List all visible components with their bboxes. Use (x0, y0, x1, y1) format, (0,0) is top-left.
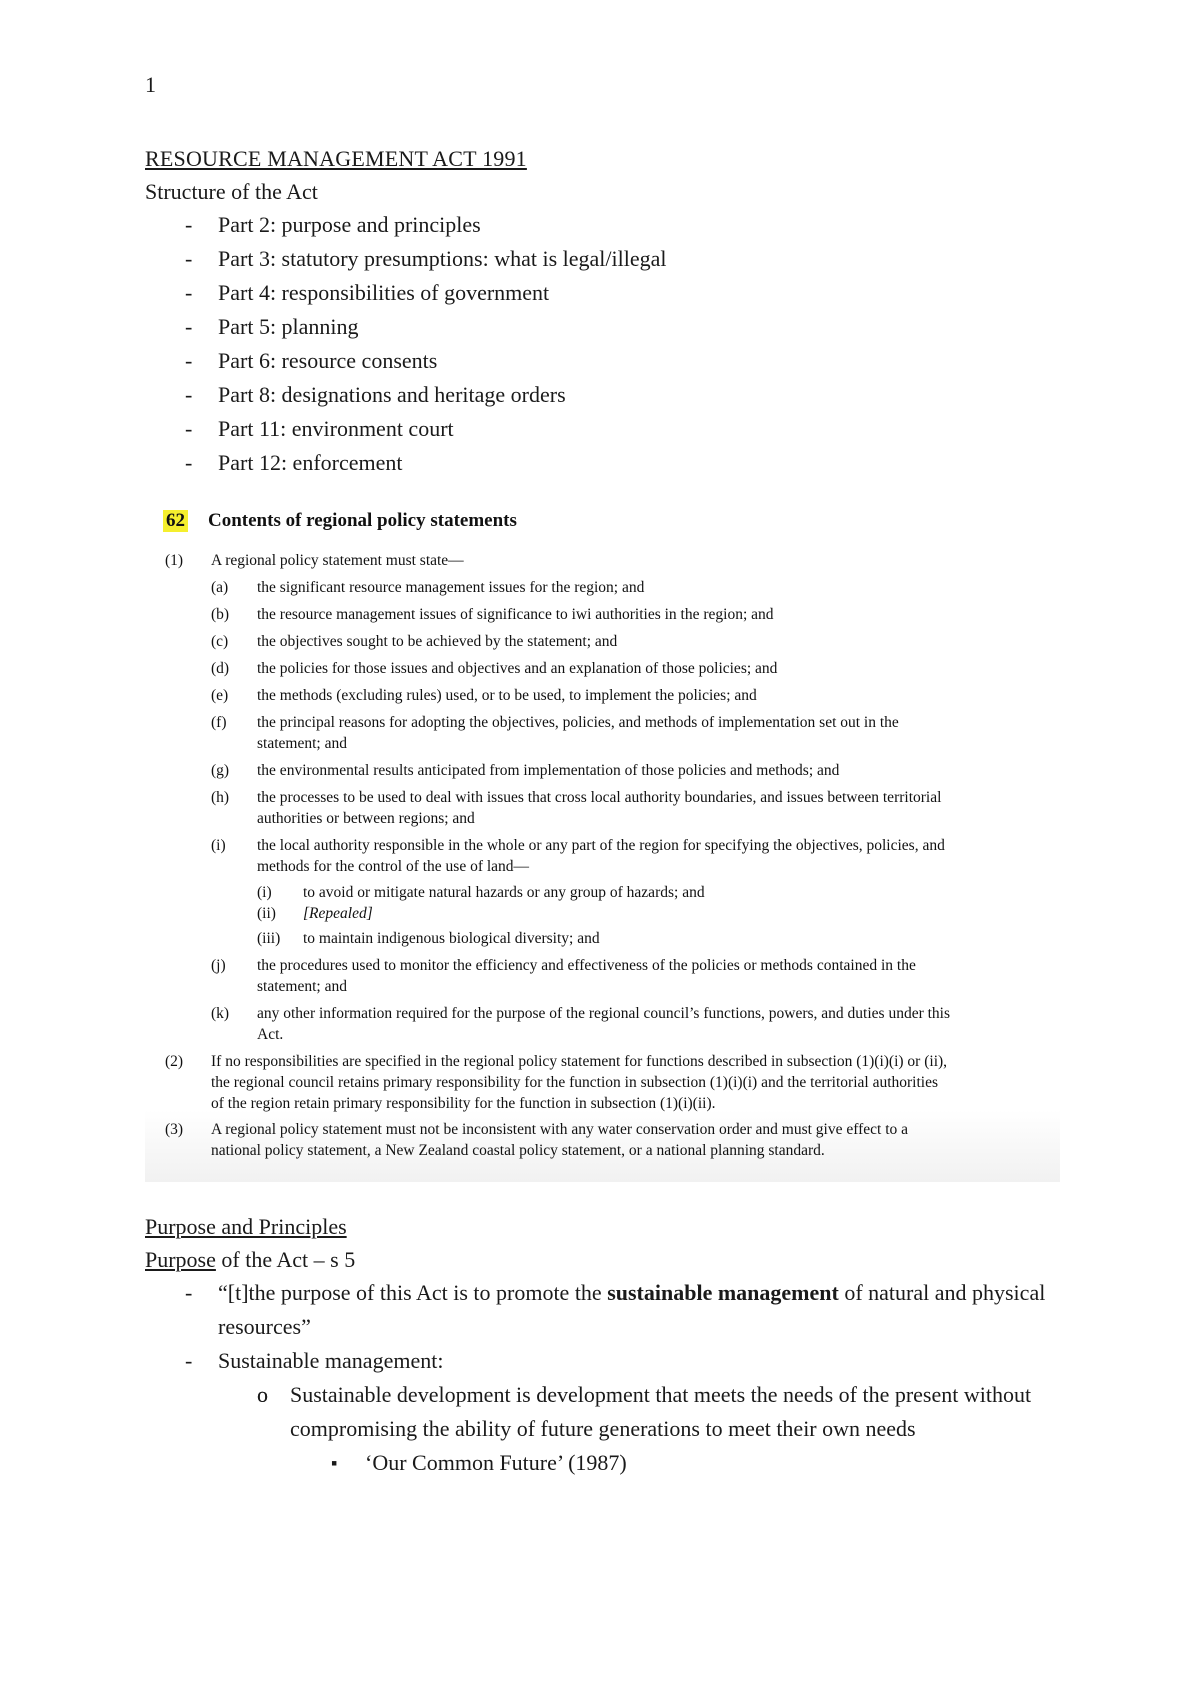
para-label: (d) (211, 660, 230, 677)
subsection-3-line: national policy statement, a New Zealand coastal policy statement, or a national planning standard. (211, 1142, 825, 1159)
citation-list (145, 1446, 1075, 1480)
subsection-2-line: of the region retain primary responsibility for the function in subsection (1)(i)(ii). (211, 1095, 716, 1112)
section-title: Contents of regional policy statements (208, 510, 517, 531)
para-text: the procedures used to monitor the efficiency and effectiveness of the policies or methods contained in the (257, 957, 916, 974)
legislation-excerpt (145, 510, 1060, 1180)
para-text-cont: authorities or between regions; and (257, 810, 475, 827)
subpara-label: (i) (257, 884, 272, 901)
para-text: the resource management issues of significance to iwi authorities in the region; and (257, 606, 774, 623)
quote-text-end: of natural and physical resources” (218, 1280, 1046, 1339)
purpose-list (145, 1276, 1075, 1378)
para-label: (k) (211, 1005, 230, 1022)
para-text: the policies for those issues and objectives and an explanation of those policies; and (257, 660, 778, 677)
structure-list (145, 208, 1075, 480)
sub-list (145, 1378, 1075, 1446)
para-label: (b) (211, 606, 230, 623)
subsection-2-label: (2) (165, 1053, 184, 1070)
para-label: (g) (211, 762, 230, 779)
para-text: the significant resource management issues for the region; and (257, 579, 645, 596)
para-text: the objectives sought to be achieved by the statement; and (257, 633, 618, 650)
subpara-text: to maintain indigenous biological diversity; and (303, 930, 600, 947)
document-heading: RESOURCE MANAGEMENT ACT 1991 (145, 146, 527, 171)
para-text-cont: Act. (257, 1026, 284, 1043)
subsection-3-line: A regional policy statement must not be inconsistent with any water conservation order and must give effect to a (211, 1121, 909, 1138)
subpara-label: (iii) (257, 930, 281, 947)
subpara-text: [Repealed] (303, 905, 373, 922)
para-text: the methods (excluding rules) used, or to be used, to implement the policies; and (257, 687, 757, 704)
citation-item: ▪ ‘Our Common Future’ (1987) (145, 1446, 1075, 1480)
subsection-2-line: If no responsibilities are specified in the regional policy statement for functions described in subsection (1)(i)(i) or (ii), (211, 1053, 948, 1070)
sub-list-item: o Sustainable development is development that meets the needs of the present without compromising the ability of future generations to meet their own needs (145, 1378, 1075, 1446)
list-item: - Part 6: resource consents (145, 344, 1075, 378)
list-item: - Part 4: responsibilities of government (145, 276, 1075, 310)
para-text-cont: methods for the control of the use of land— (257, 858, 530, 875)
list-item: - Part 12: enforcement (145, 446, 1075, 480)
list-item: - Part 11: environment court (145, 412, 1075, 446)
section-number-highlight: 62 (163, 510, 188, 532)
para-label: (h) (211, 789, 230, 806)
structure-label: Structure of the Act (145, 179, 318, 204)
list-item: - Sustainable management: (145, 1344, 1075, 1378)
purpose-word: Purpose (145, 1247, 216, 1272)
para-text: the principal reasons for adopting the objectives, policies, and methods of implementation set out in the (257, 714, 899, 731)
section-heading (163, 510, 517, 532)
subpara-label: (ii) (257, 905, 276, 922)
para-text: the local authority responsible in the whole or any part of the region for specifying the objectives, policies, and (257, 837, 945, 854)
purpose-section (145, 1210, 1075, 1480)
para-label: (f) (211, 714, 227, 731)
para-text: the processes to be used to deal with issues that cross local authority boundaries, and issues between territorial (257, 789, 942, 806)
subsection-1-text: A regional policy statement must state— (211, 552, 464, 569)
list-item: - Part 2: purpose and principles (145, 208, 1075, 242)
page-number: 1 (145, 72, 156, 97)
para-label: (i) (211, 837, 226, 854)
para-text-cont: statement; and (257, 735, 347, 752)
para-text-cont: statement; and (257, 978, 347, 995)
subsection-3-label: (3) (165, 1121, 184, 1138)
purpose-subheading-rest: of the Act – s 5 (215, 1247, 356, 1272)
list-item: - Part 5: planning (145, 310, 1075, 344)
quote-text: “[t]the purpose of this Act is to promote the (218, 1280, 608, 1305)
para-label: (j) (211, 957, 226, 974)
structure-section (145, 143, 1075, 480)
purpose-heading: Purpose and Principles (145, 1214, 347, 1239)
para-text: the environmental results anticipated from implementation of those policies and methods; and (257, 762, 840, 779)
purpose-subheading (145, 1243, 1075, 1276)
para-text: any other information required for the purpose of the regional council’s functions, powers, and duties under this (257, 1005, 951, 1022)
para-label: (a) (211, 579, 229, 596)
quote-bold-term: sustainable management (607, 1280, 839, 1305)
para-label: (c) (211, 633, 229, 650)
subsection-1-label: (1) (165, 552, 184, 569)
para-label: (e) (211, 687, 229, 704)
subpara-text: to avoid or mitigate natural hazards or any group of hazards; and (303, 884, 705, 901)
subsection-2-line: the regional council retains primary responsibility for the function in subsection (1)(i)(i) and the territorial authorities (211, 1074, 938, 1091)
list-item (145, 1276, 1075, 1344)
list-item: - Part 8: designations and heritage orders (145, 378, 1075, 412)
list-item: - Part 3: statutory presumptions: what is legal/illegal (145, 242, 1075, 276)
